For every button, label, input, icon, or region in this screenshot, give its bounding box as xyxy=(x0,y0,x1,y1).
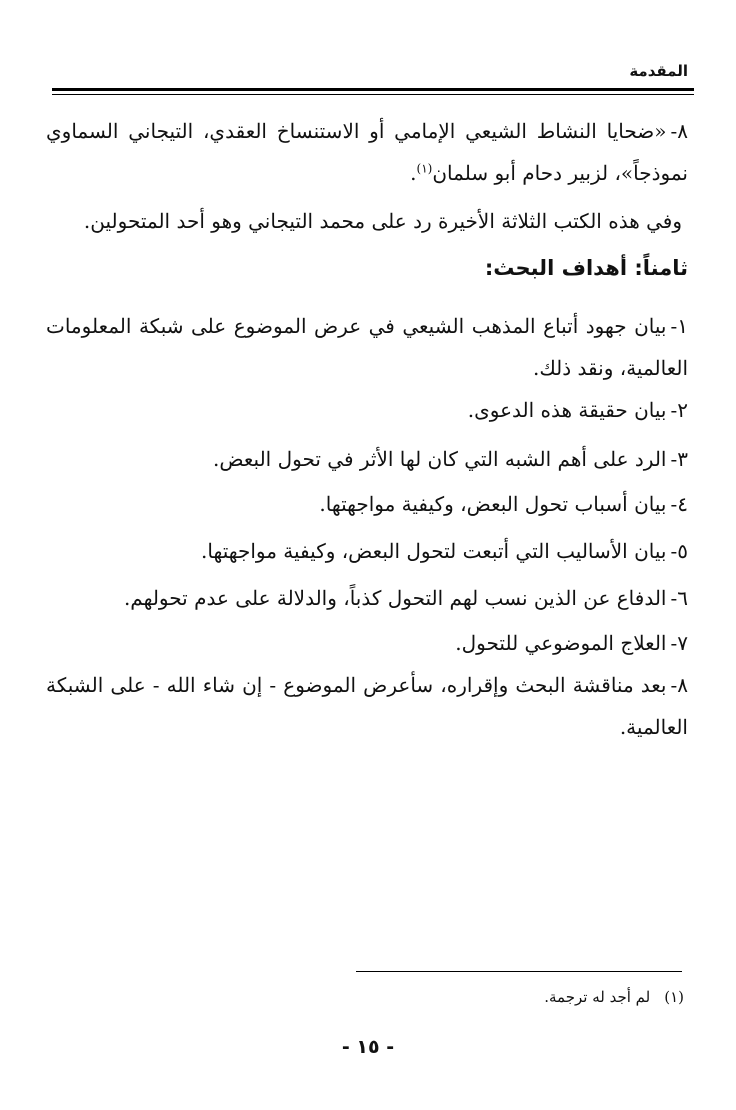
note-paragraph: وفي هذه الكتب الثلاثة الأخيرة رد على محمد التيجاني وهو أحد المتحولين. xyxy=(83,209,682,233)
section-heading: ثامناً: أهداف البحث: xyxy=(484,256,688,280)
footnote-reference: (١) xyxy=(416,161,433,176)
item-text: «ضحايا النشاط الشيعي الإمامي أو الاستنساخ العقدي، التيجاني السماوي نموذجاً»، لزبير دحام أبو سلمان xyxy=(46,119,688,185)
page-number: - ١٥ - xyxy=(341,1036,395,1058)
goal-number: ٣- xyxy=(670,447,688,471)
goal-number: ٥- xyxy=(670,539,688,563)
goal-number: ٢- xyxy=(670,398,688,422)
goal-number: ٦- xyxy=(670,586,688,610)
goal-text: الرد على أهم الشبه التي كان لها الأثر في تحول البعض. xyxy=(213,447,667,471)
goal-number: ٧- xyxy=(670,631,688,655)
goal-number: ١- xyxy=(670,314,688,338)
footnote-mark: (١) xyxy=(664,988,684,1006)
goal-item-1 xyxy=(46,305,688,389)
goal-text: بيان أسباب تحول البعض، وكيفية مواجهتها. xyxy=(319,492,667,516)
goal-text: بيان حقيقة هذه الدعوى. xyxy=(467,398,667,422)
goal-number: ٨- xyxy=(670,673,688,697)
goal-text: بيان الأساليب التي أتبعت لتحول البعض، وكيفية مواجهتها. xyxy=(201,539,667,563)
header-rule-thick xyxy=(52,88,694,91)
goal-number: ٤- xyxy=(670,492,688,516)
footnote-separator xyxy=(356,971,682,972)
item-number: ٨- xyxy=(670,119,688,143)
goal-text: بيان جهود أتباع المذهب الشيعي في عرض الموضوع على شبكة المعلومات العالمية، ونقد ذلك. xyxy=(46,314,688,380)
goal-item-2 xyxy=(46,389,688,431)
goal-item-5 xyxy=(46,530,688,572)
goal-item-4 xyxy=(46,483,688,525)
header-rule-thin xyxy=(52,94,694,95)
goal-text: بعد مناقشة البحث وإقراره، سأعرض الموضوع - إن شاء الله - على الشبكة العالمية. xyxy=(46,673,688,739)
goal-item-7 xyxy=(46,622,688,664)
page-header-title: المقدمة xyxy=(629,62,688,80)
footnote-text: لم أجد له ترجمة. xyxy=(544,988,651,1006)
goal-item-8 xyxy=(46,664,688,748)
goal-item-6 xyxy=(46,577,688,619)
goal-item-3 xyxy=(46,438,688,480)
continued-list-item xyxy=(46,110,688,194)
goal-text: الدفاع عن الذين نسب لهم التحول كذباً، والدلالة على عدم تحولهم. xyxy=(123,586,667,610)
goal-text: العلاج الموضوعي للتحول. xyxy=(455,631,667,655)
item-text-end: . xyxy=(410,161,417,185)
footnote xyxy=(544,988,684,1006)
